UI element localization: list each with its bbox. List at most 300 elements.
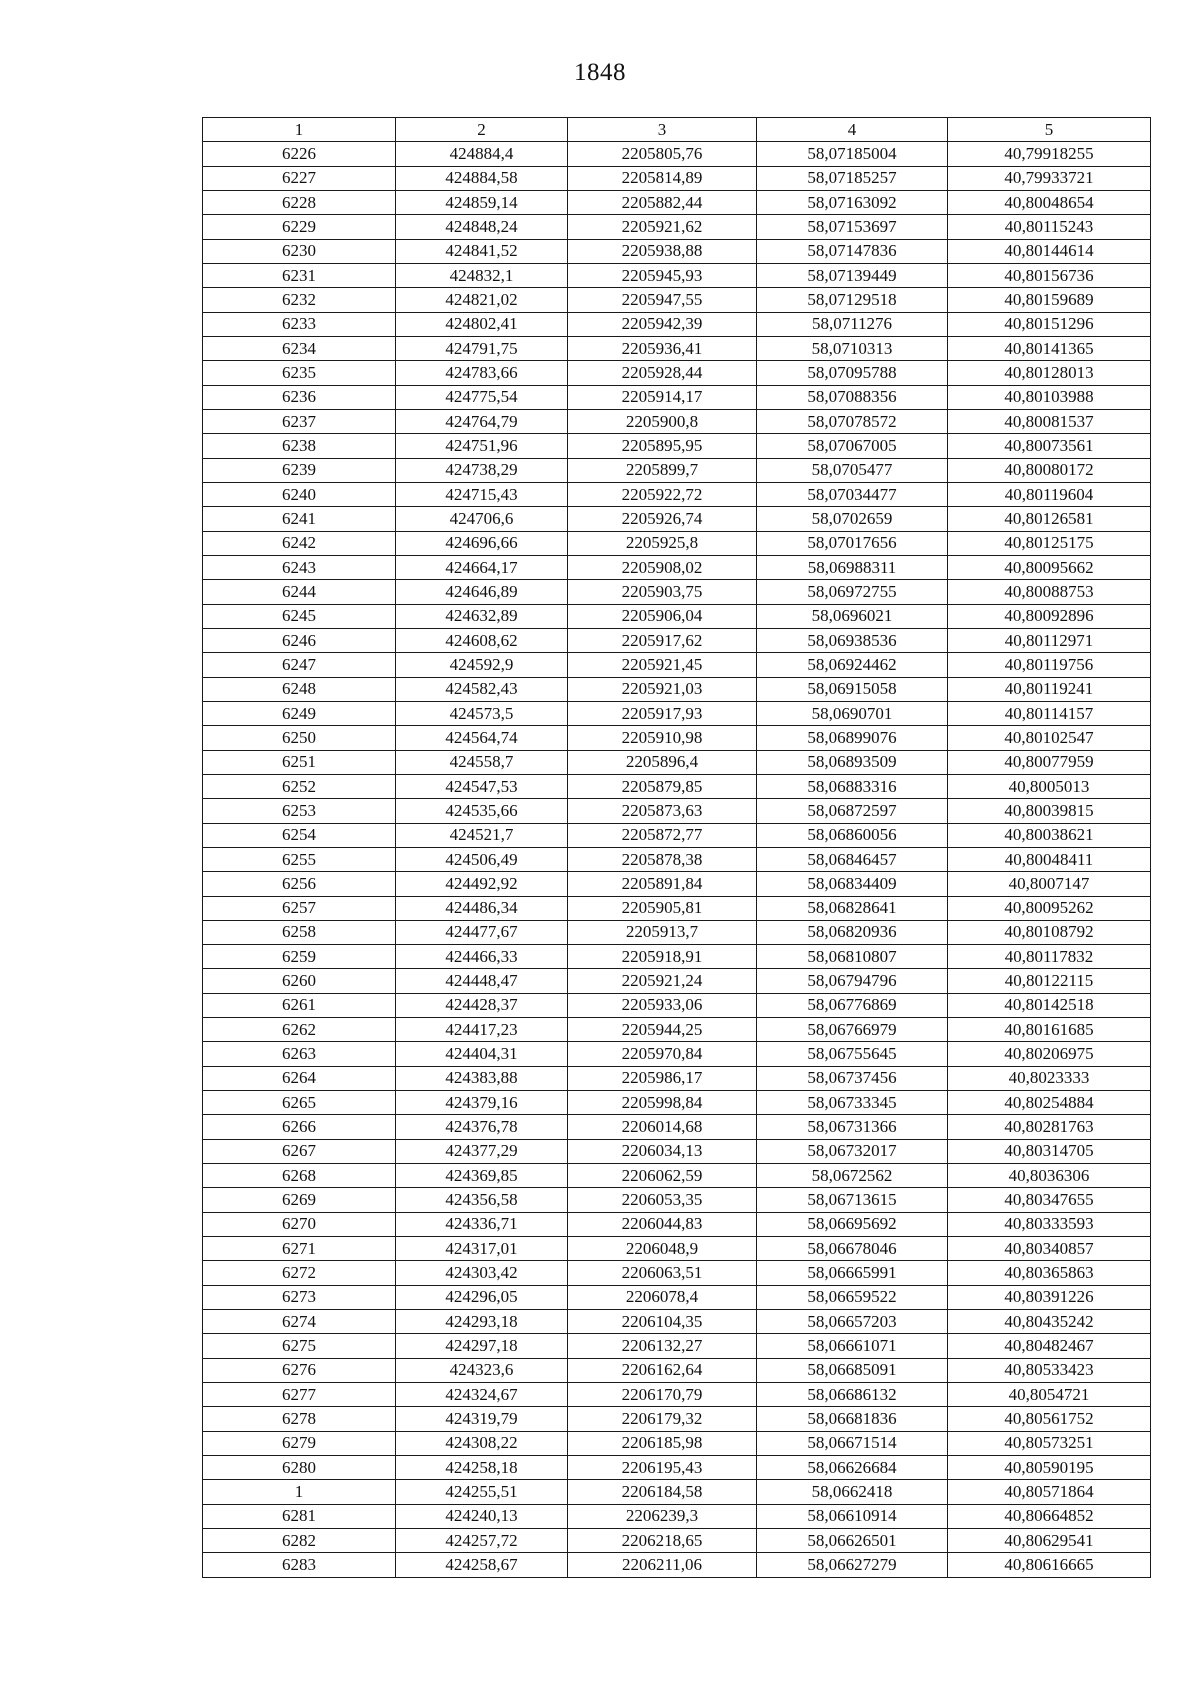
point-number-cell: 6275 <box>203 1334 396 1358</box>
longitude-cell: 40,80391226 <box>948 1285 1151 1309</box>
table-row <box>203 434 1151 458</box>
point-number-cell: 6279 <box>203 1431 396 1455</box>
point-number-cell: 6233 <box>203 312 396 336</box>
longitude-cell: 40,79918255 <box>948 142 1151 166</box>
x-coordinate-cell: 424632,89 <box>396 604 568 628</box>
point-number-cell: 6251 <box>203 750 396 774</box>
longitude-cell: 40,80365863 <box>948 1261 1151 1285</box>
x-coordinate-cell: 424258,67 <box>396 1553 568 1577</box>
point-number-cell: 6271 <box>203 1237 396 1261</box>
y-coordinate-cell: 2205928,44 <box>568 361 757 385</box>
table-row <box>203 726 1151 750</box>
x-coordinate-cell: 424646,89 <box>396 580 568 604</box>
y-coordinate-cell: 2206063,51 <box>568 1261 757 1285</box>
latitude-cell: 58,07034477 <box>757 482 948 506</box>
table-row <box>203 1358 1151 1382</box>
point-number-cell: 6245 <box>203 604 396 628</box>
y-coordinate-cell: 2205921,45 <box>568 653 757 677</box>
y-coordinate-cell: 2205936,41 <box>568 336 757 360</box>
point-number-cell: 6246 <box>203 628 396 652</box>
latitude-cell: 58,06627279 <box>757 1553 948 1577</box>
table-row <box>203 896 1151 920</box>
y-coordinate-cell: 2206044,83 <box>568 1212 757 1236</box>
point-number-cell: 6267 <box>203 1139 396 1163</box>
x-coordinate-cell: 424547,53 <box>396 774 568 798</box>
table-row <box>203 1285 1151 1309</box>
longitude-cell: 40,80088753 <box>948 580 1151 604</box>
latitude-cell: 58,06972755 <box>757 580 948 604</box>
table-row <box>203 507 1151 531</box>
table-row <box>203 288 1151 312</box>
longitude-cell: 40,80048411 <box>948 847 1151 871</box>
point-number-cell: 6237 <box>203 409 396 433</box>
latitude-cell: 58,07163092 <box>757 190 948 214</box>
y-coordinate-cell: 2205872,77 <box>568 823 757 847</box>
x-coordinate-cell: 424848,24 <box>396 215 568 239</box>
x-coordinate-cell: 424376,78 <box>396 1115 568 1139</box>
table-row <box>203 823 1151 847</box>
y-coordinate-cell: 2206184,58 <box>568 1480 757 1504</box>
point-number-cell: 6278 <box>203 1407 396 1431</box>
latitude-cell: 58,06893509 <box>757 750 948 774</box>
table-row <box>203 701 1151 725</box>
longitude-cell: 40,8023333 <box>948 1066 1151 1090</box>
x-coordinate-cell: 424535,66 <box>396 799 568 823</box>
latitude-cell: 58,06755645 <box>757 1042 948 1066</box>
latitude-cell: 58,0690701 <box>757 701 948 725</box>
x-coordinate-cell: 424356,58 <box>396 1188 568 1212</box>
y-coordinate-cell: 2206048,9 <box>568 1237 757 1261</box>
table-row <box>203 482 1151 506</box>
y-coordinate-cell: 2205891,84 <box>568 872 757 896</box>
y-coordinate-cell: 2206104,35 <box>568 1310 757 1334</box>
latitude-cell: 58,06686132 <box>757 1383 948 1407</box>
longitude-cell: 40,80115243 <box>948 215 1151 239</box>
table-row <box>203 1407 1151 1431</box>
table-row <box>203 1164 1151 1188</box>
y-coordinate-cell: 2205925,8 <box>568 531 757 555</box>
x-coordinate-cell: 424293,18 <box>396 1310 568 1334</box>
point-number-cell: 6269 <box>203 1188 396 1212</box>
latitude-cell: 58,06915058 <box>757 677 948 701</box>
table-row <box>203 677 1151 701</box>
x-coordinate-cell: 424715,43 <box>396 482 568 506</box>
latitude-cell: 58,0702659 <box>757 507 948 531</box>
y-coordinate-cell: 2205873,63 <box>568 799 757 823</box>
table-row <box>203 653 1151 677</box>
table-row <box>203 1115 1151 1139</box>
latitude-cell: 58,06733345 <box>757 1091 948 1115</box>
longitude-cell: 40,79933721 <box>948 166 1151 190</box>
longitude-cell: 40,80435242 <box>948 1310 1151 1334</box>
latitude-cell: 58,06899076 <box>757 726 948 750</box>
longitude-cell: 40,80347655 <box>948 1188 1151 1212</box>
table-row <box>203 920 1151 944</box>
longitude-cell: 40,80281763 <box>948 1115 1151 1139</box>
x-coordinate-cell: 424775,54 <box>396 385 568 409</box>
y-coordinate-cell: 2205917,93 <box>568 701 757 725</box>
column-header: 5 <box>948 118 1151 142</box>
latitude-cell: 58,06794796 <box>757 969 948 993</box>
longitude-cell: 40,80144614 <box>948 239 1151 263</box>
point-number-cell: 6229 <box>203 215 396 239</box>
x-coordinate-cell: 424324,67 <box>396 1383 568 1407</box>
x-coordinate-cell: 424296,05 <box>396 1285 568 1309</box>
y-coordinate-cell: 2205913,7 <box>568 920 757 944</box>
latitude-cell: 58,07078572 <box>757 409 948 433</box>
x-coordinate-cell: 424582,43 <box>396 677 568 701</box>
point-number-cell: 6253 <box>203 799 396 823</box>
point-number-cell: 6235 <box>203 361 396 385</box>
x-coordinate-cell: 424369,85 <box>396 1164 568 1188</box>
y-coordinate-cell: 2205905,81 <box>568 896 757 920</box>
x-coordinate-cell: 424317,01 <box>396 1237 568 1261</box>
longitude-cell: 40,80254884 <box>948 1091 1151 1115</box>
point-number-cell: 6273 <box>203 1285 396 1309</box>
table-row <box>203 969 1151 993</box>
y-coordinate-cell: 2205914,17 <box>568 385 757 409</box>
table-row <box>203 1504 1151 1528</box>
point-number-cell: 6274 <box>203 1310 396 1334</box>
latitude-cell: 58,06695692 <box>757 1212 948 1236</box>
longitude-cell: 40,80117832 <box>948 945 1151 969</box>
longitude-cell: 40,8036306 <box>948 1164 1151 1188</box>
column-header: 4 <box>757 118 948 142</box>
x-coordinate-cell: 424558,7 <box>396 750 568 774</box>
latitude-cell: 58,07017656 <box>757 531 948 555</box>
y-coordinate-cell: 2205933,06 <box>568 993 757 1017</box>
table-row <box>203 1018 1151 1042</box>
table-row <box>203 361 1151 385</box>
latitude-cell: 58,06872597 <box>757 799 948 823</box>
x-coordinate-cell: 424477,67 <box>396 920 568 944</box>
point-number-cell: 6236 <box>203 385 396 409</box>
x-coordinate-cell: 424802,41 <box>396 312 568 336</box>
point-number-cell: 6268 <box>203 1164 396 1188</box>
x-coordinate-cell: 424428,37 <box>396 993 568 1017</box>
point-number-cell: 6282 <box>203 1529 396 1553</box>
table-row <box>203 142 1151 166</box>
y-coordinate-cell: 2206078,4 <box>568 1285 757 1309</box>
y-coordinate-cell: 2205903,75 <box>568 580 757 604</box>
x-coordinate-cell: 424592,9 <box>396 653 568 677</box>
point-number-cell: 6254 <box>203 823 396 847</box>
y-coordinate-cell: 2205998,84 <box>568 1091 757 1115</box>
longitude-cell: 40,80206975 <box>948 1042 1151 1066</box>
latitude-cell: 58,06678046 <box>757 1237 948 1261</box>
point-number-cell: 6241 <box>203 507 396 531</box>
latitude-cell: 58,06860056 <box>757 823 948 847</box>
x-coordinate-cell: 424791,75 <box>396 336 568 360</box>
x-coordinate-cell: 424564,74 <box>396 726 568 750</box>
point-number-cell: 6250 <box>203 726 396 750</box>
y-coordinate-cell: 2205944,25 <box>568 1018 757 1042</box>
x-coordinate-cell: 424323,6 <box>396 1358 568 1382</box>
point-number-cell: 6283 <box>203 1553 396 1577</box>
point-number-cell: 1 <box>203 1480 396 1504</box>
latitude-cell: 58,0662418 <box>757 1480 948 1504</box>
longitude-cell: 40,80561752 <box>948 1407 1151 1431</box>
x-coordinate-cell: 424240,13 <box>396 1504 568 1528</box>
longitude-cell: 40,80081537 <box>948 409 1151 433</box>
point-number-cell: 6239 <box>203 458 396 482</box>
longitude-cell: 40,80533423 <box>948 1358 1151 1382</box>
table-row <box>203 604 1151 628</box>
y-coordinate-cell: 2206179,32 <box>568 1407 757 1431</box>
y-coordinate-cell: 2205970,84 <box>568 1042 757 1066</box>
y-coordinate-cell: 2206170,79 <box>568 1383 757 1407</box>
latitude-cell: 58,06988311 <box>757 555 948 579</box>
longitude-cell: 40,80340857 <box>948 1237 1151 1261</box>
table-row <box>203 239 1151 263</box>
x-coordinate-cell: 424764,79 <box>396 409 568 433</box>
x-coordinate-cell: 424859,14 <box>396 190 568 214</box>
point-number-cell: 6242 <box>203 531 396 555</box>
point-number-cell: 6281 <box>203 1504 396 1528</box>
point-number-cell: 6228 <box>203 190 396 214</box>
point-number-cell: 6259 <box>203 945 396 969</box>
table-row <box>203 555 1151 579</box>
table-row <box>203 1212 1151 1236</box>
x-coordinate-cell: 424884,58 <box>396 166 568 190</box>
longitude-cell: 40,80038621 <box>948 823 1151 847</box>
table-row <box>203 993 1151 1017</box>
table-row <box>203 1529 1151 1553</box>
table-row <box>203 385 1151 409</box>
longitude-cell: 40,80333593 <box>948 1212 1151 1236</box>
y-coordinate-cell: 2206014,68 <box>568 1115 757 1139</box>
y-coordinate-cell: 2205921,62 <box>568 215 757 239</box>
longitude-cell: 40,80119604 <box>948 482 1151 506</box>
table-row <box>203 263 1151 287</box>
latitude-cell: 58,06732017 <box>757 1139 948 1163</box>
x-coordinate-cell: 424696,66 <box>396 531 568 555</box>
x-coordinate-cell: 424486,34 <box>396 896 568 920</box>
longitude-cell: 40,80095662 <box>948 555 1151 579</box>
point-number-cell: 6276 <box>203 1358 396 1382</box>
longitude-cell: 40,8054721 <box>948 1383 1151 1407</box>
table-row <box>203 1456 1151 1480</box>
point-number-cell: 6270 <box>203 1212 396 1236</box>
y-coordinate-cell: 2205910,98 <box>568 726 757 750</box>
longitude-cell: 40,80314705 <box>948 1139 1151 1163</box>
table-row <box>203 1042 1151 1066</box>
y-coordinate-cell: 2206218,65 <box>568 1529 757 1553</box>
column-header: 2 <box>396 118 568 142</box>
latitude-cell: 58,07185004 <box>757 142 948 166</box>
latitude-cell: 58,06610914 <box>757 1504 948 1528</box>
longitude-cell: 40,80161685 <box>948 1018 1151 1042</box>
latitude-cell: 58,0705477 <box>757 458 948 482</box>
x-coordinate-cell: 424448,47 <box>396 969 568 993</box>
x-coordinate-cell: 424751,96 <box>396 434 568 458</box>
y-coordinate-cell: 2205895,95 <box>568 434 757 458</box>
x-coordinate-cell: 424884,4 <box>396 142 568 166</box>
table-row <box>203 750 1151 774</box>
longitude-cell: 40,80108792 <box>948 920 1151 944</box>
point-number-cell: 6252 <box>203 774 396 798</box>
longitude-cell: 40,80122115 <box>948 969 1151 993</box>
table-row <box>203 409 1151 433</box>
latitude-cell: 58,06626684 <box>757 1456 948 1480</box>
longitude-cell: 40,80126581 <box>948 507 1151 531</box>
y-coordinate-cell: 2206053,35 <box>568 1188 757 1212</box>
latitude-cell: 58,06776869 <box>757 993 948 1017</box>
x-coordinate-cell: 424738,29 <box>396 458 568 482</box>
longitude-cell: 40,80119756 <box>948 653 1151 677</box>
latitude-cell: 58,06657203 <box>757 1310 948 1334</box>
table-row <box>203 190 1151 214</box>
x-coordinate-cell: 424821,02 <box>396 288 568 312</box>
table-row <box>203 1334 1151 1358</box>
y-coordinate-cell: 2205878,38 <box>568 847 757 871</box>
point-number-cell: 6234 <box>203 336 396 360</box>
y-coordinate-cell: 2205947,55 <box>568 288 757 312</box>
table-row <box>203 774 1151 798</box>
y-coordinate-cell: 2205899,7 <box>568 458 757 482</box>
longitude-cell: 40,80616665 <box>948 1553 1151 1577</box>
table-row <box>203 312 1151 336</box>
table-row <box>203 872 1151 896</box>
latitude-cell: 58,06810807 <box>757 945 948 969</box>
latitude-cell: 58,07088356 <box>757 385 948 409</box>
table-row <box>203 1261 1151 1285</box>
table-row <box>203 1383 1151 1407</box>
column-header: 3 <box>568 118 757 142</box>
latitude-cell: 58,0710313 <box>757 336 948 360</box>
table-row <box>203 1553 1151 1577</box>
y-coordinate-cell: 2205986,17 <box>568 1066 757 1090</box>
point-number-cell: 6264 <box>203 1066 396 1090</box>
latitude-cell: 58,06820936 <box>757 920 948 944</box>
x-coordinate-cell: 424506,49 <box>396 847 568 871</box>
latitude-cell: 58,06737456 <box>757 1066 948 1090</box>
latitude-cell: 58,06626501 <box>757 1529 948 1553</box>
longitude-cell: 40,80141365 <box>948 336 1151 360</box>
point-number-cell: 6248 <box>203 677 396 701</box>
point-number-cell: 6263 <box>203 1042 396 1066</box>
latitude-cell: 58,06681836 <box>757 1407 948 1431</box>
y-coordinate-cell: 2205908,02 <box>568 555 757 579</box>
y-coordinate-cell: 2206185,98 <box>568 1431 757 1455</box>
y-coordinate-cell: 2205896,4 <box>568 750 757 774</box>
longitude-cell: 40,80119241 <box>948 677 1151 701</box>
latitude-cell: 58,07067005 <box>757 434 948 458</box>
point-number-cell: 6261 <box>203 993 396 1017</box>
longitude-cell: 40,8005013 <box>948 774 1151 798</box>
x-coordinate-cell: 424379,16 <box>396 1091 568 1115</box>
latitude-cell: 58,06834409 <box>757 872 948 896</box>
page-number: 1848 <box>574 59 626 86</box>
point-number-cell: 6280 <box>203 1456 396 1480</box>
point-number-cell: 6260 <box>203 969 396 993</box>
latitude-cell: 58,06731366 <box>757 1115 948 1139</box>
table-row <box>203 1188 1151 1212</box>
x-coordinate-cell: 424521,7 <box>396 823 568 847</box>
table-row <box>203 580 1151 604</box>
latitude-cell: 58,0696021 <box>757 604 948 628</box>
y-coordinate-cell: 2206195,43 <box>568 1456 757 1480</box>
table-row <box>203 1091 1151 1115</box>
point-number-cell: 6231 <box>203 263 396 287</box>
point-number-cell: 6266 <box>203 1115 396 1139</box>
table-row <box>203 1310 1151 1334</box>
table-row <box>203 458 1151 482</box>
table-row <box>203 1139 1151 1163</box>
y-coordinate-cell: 2205942,39 <box>568 312 757 336</box>
longitude-cell: 40,80103988 <box>948 385 1151 409</box>
point-number-cell: 6238 <box>203 434 396 458</box>
latitude-cell: 58,06924462 <box>757 653 948 677</box>
latitude-cell: 58,06883316 <box>757 774 948 798</box>
longitude-cell: 40,80142518 <box>948 993 1151 1017</box>
y-coordinate-cell: 2206211,06 <box>568 1553 757 1577</box>
table-row <box>203 1480 1151 1504</box>
y-coordinate-cell: 2205945,93 <box>568 263 757 287</box>
x-coordinate-cell: 424783,66 <box>396 361 568 385</box>
point-number-cell: 6258 <box>203 920 396 944</box>
table-row <box>203 945 1151 969</box>
longitude-cell: 40,80112971 <box>948 628 1151 652</box>
longitude-cell: 40,80482467 <box>948 1334 1151 1358</box>
point-number-cell: 6240 <box>203 482 396 506</box>
x-coordinate-cell: 424841,52 <box>396 239 568 263</box>
latitude-cell: 58,07153697 <box>757 215 948 239</box>
x-coordinate-cell: 424573,5 <box>396 701 568 725</box>
point-number-cell: 6232 <box>203 288 396 312</box>
point-number-cell: 6249 <box>203 701 396 725</box>
longitude-cell: 40,80156736 <box>948 263 1151 287</box>
point-number-cell: 6257 <box>203 896 396 920</box>
x-coordinate-cell: 424608,62 <box>396 628 568 652</box>
longitude-cell: 40,80092896 <box>948 604 1151 628</box>
x-coordinate-cell: 424383,88 <box>396 1066 568 1090</box>
point-number-cell: 6265 <box>203 1091 396 1115</box>
point-number-cell: 6256 <box>203 872 396 896</box>
latitude-cell: 58,06671514 <box>757 1431 948 1455</box>
point-number-cell: 6230 <box>203 239 396 263</box>
latitude-cell: 58,06661071 <box>757 1334 948 1358</box>
y-coordinate-cell: 2205882,44 <box>568 190 757 214</box>
y-coordinate-cell: 2205917,62 <box>568 628 757 652</box>
latitude-cell: 58,0672562 <box>757 1164 948 1188</box>
y-coordinate-cell: 2206239,3 <box>568 1504 757 1528</box>
longitude-cell: 40,80095262 <box>948 896 1151 920</box>
column-header: 1 <box>203 118 396 142</box>
point-number-cell: 6277 <box>203 1383 396 1407</box>
latitude-cell: 58,06938536 <box>757 628 948 652</box>
point-number-cell: 6227 <box>203 166 396 190</box>
longitude-cell: 40,80125175 <box>948 531 1151 555</box>
x-coordinate-cell: 424492,92 <box>396 872 568 896</box>
x-coordinate-cell: 424417,23 <box>396 1018 568 1042</box>
longitude-cell: 40,80048654 <box>948 190 1151 214</box>
latitude-cell: 58,06846457 <box>757 847 948 871</box>
latitude-cell: 58,06766979 <box>757 1018 948 1042</box>
longitude-cell: 40,80114157 <box>948 701 1151 725</box>
x-coordinate-cell: 424377,29 <box>396 1139 568 1163</box>
y-coordinate-cell: 2205879,85 <box>568 774 757 798</box>
longitude-cell: 40,80102547 <box>948 726 1151 750</box>
x-coordinate-cell: 424255,51 <box>396 1480 568 1504</box>
longitude-cell: 40,80073561 <box>948 434 1151 458</box>
y-coordinate-cell: 2205814,89 <box>568 166 757 190</box>
y-coordinate-cell: 2205906,04 <box>568 604 757 628</box>
point-number-cell: 6247 <box>203 653 396 677</box>
longitude-cell: 40,80629541 <box>948 1529 1151 1553</box>
y-coordinate-cell: 2205805,76 <box>568 142 757 166</box>
latitude-cell: 58,07139449 <box>757 263 948 287</box>
